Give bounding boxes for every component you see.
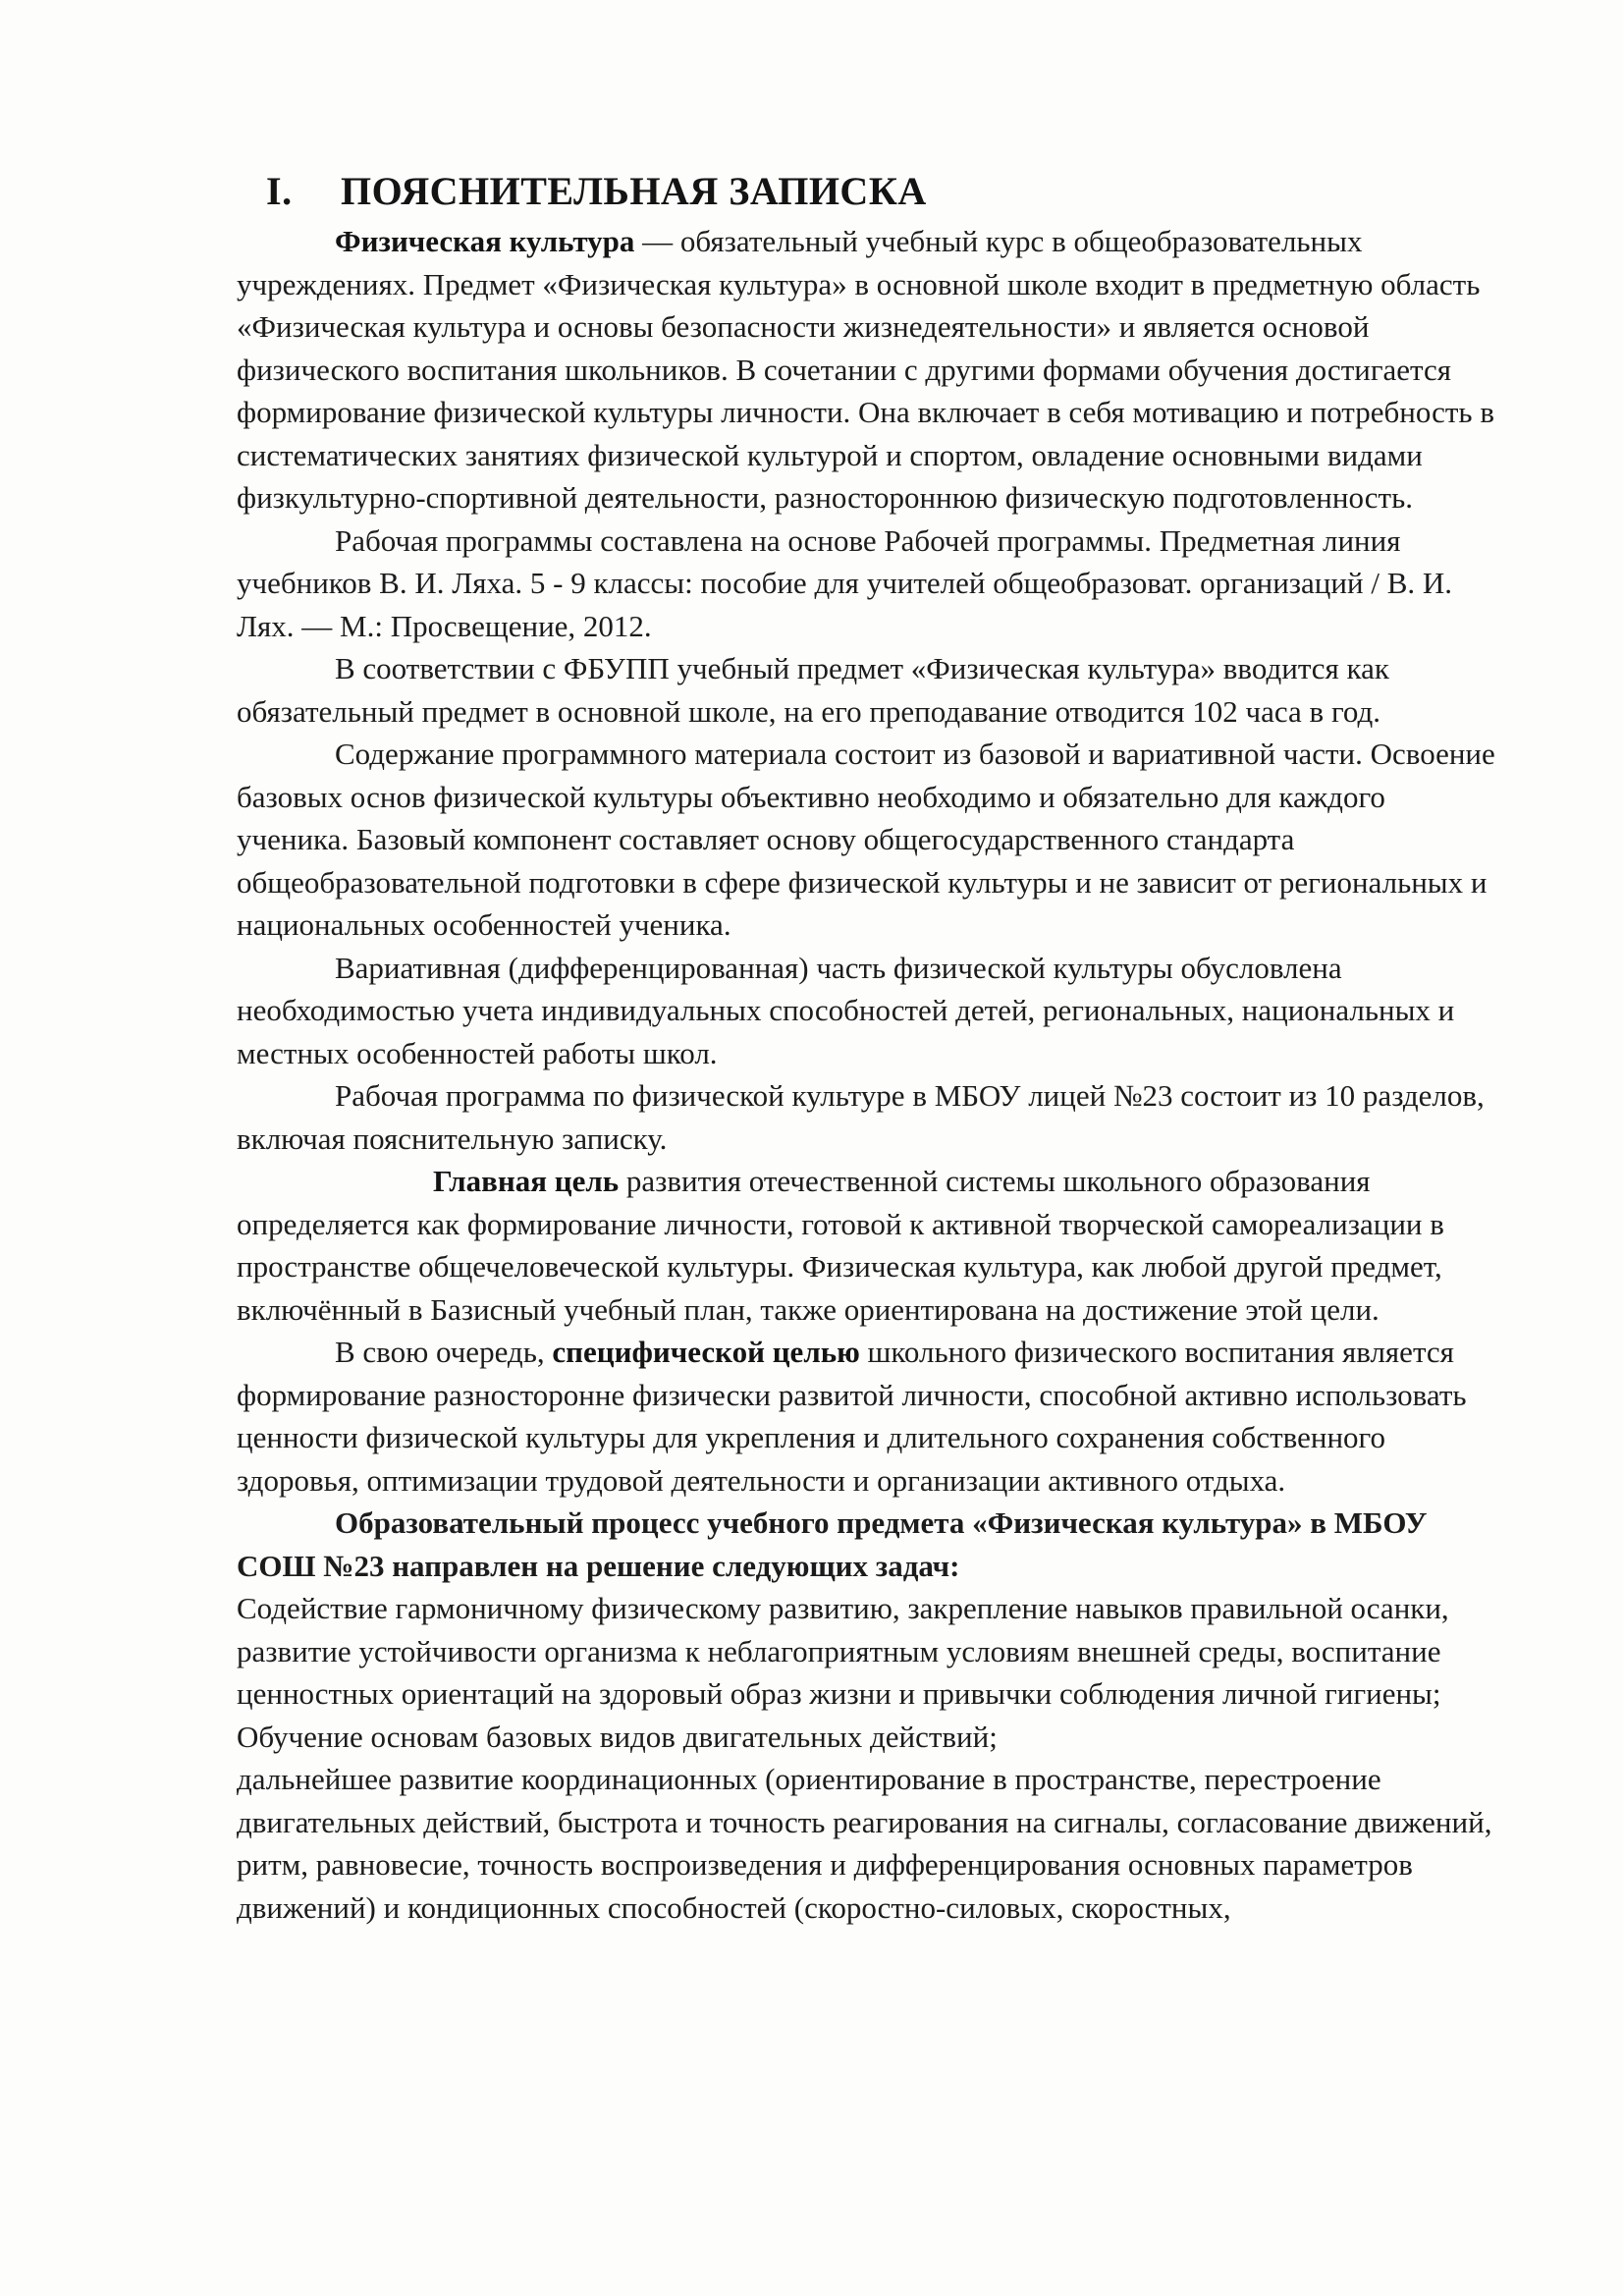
section-title: ПОЯСНИТЕЛЬНАЯ ЗАПИСКА (341, 169, 927, 213)
task-item: дальнейшее развитие координационных (ориентирование в пространстве, перестроение двигательных действий, быстрота и точность реагирования на сигналы, согласование движений, ритм, равновесие, точность воспроизведения и дифференцирования основных параметров движений) и кондиционных способностей (скоростно-силовых, скоростных, (237, 1762, 1492, 1925)
paragraph-main-goal (237, 1160, 1503, 1331)
task-item: Обучение основам базовых видов двигательных действий; (237, 1719, 998, 1754)
term-main-goal: Главная цель (433, 1164, 620, 1198)
section-number: I. (266, 169, 293, 213)
section-heading (237, 167, 1503, 216)
paragraph-intro (237, 220, 1503, 519)
term-physical-culture: Физическая культура (335, 224, 635, 258)
paragraph-hours: В соответствии с ФБУПП учебный предмет «Физическая культура» вводится как обязательный предмет в основной школе, на его преподавание отводится 102 часа в год. (237, 651, 1389, 729)
paragraph-specific-goal (237, 1331, 1503, 1502)
paragraph-specific-goal-text: школьного физического воспитания является формирование разносторонне физически развитой личности, способной активно использовать ценности физической культуры для укрепления и длительного сохранения собственного здоровья, оптимизации трудовой деятельности и организации активного отдыха. (237, 1335, 1467, 1498)
paragraph-intro-text: — обязательный учебный курс в общеобразовательных учреждениях. Предмет «Физическая культура» в основной школе входит в предметную область «Физическая культура и основы безопасности жизнедеятельности» и является основой физического воспитания школьников. В сочетании с другими формами обучения достигается формирование физической культуры личности. Она включает в себя мотивацию и потребность в систематических занятиях физической культурой и спортом, овладение основными видами физкультурно-спортивной деятельности, разностороннюю физическую подготовленность. (237, 224, 1494, 515)
paragraph-sections: Рабочая программа по физической культуре в МБОУ лицей №23 состоит из 10 разделов, включая пояснительную записку. (237, 1078, 1485, 1156)
document-body (237, 167, 1503, 1929)
paragraph-program-basis: Рабочая программы составлена на основе Рабочей программы. Предметная линия учебников В. И. Ляха. 5 - 9 классы: пособие для учителей общеобразоват. организаций / В. И. Лях. — М.: Просвещение, 2012. (237, 522, 1453, 643)
task-item: Содействие гармоничному физическому развитию, закрепление навыков правильной осанки, развитие устойчивости организма к неблагоприятным условиям внешней среды, воспитание ценностных ориентаций на здоровый образ жизни и привычки соблюдения личной гигиены; (237, 1591, 1449, 1711)
paragraph-specific-goal-lead: В свою очередь, (335, 1335, 553, 1369)
paragraph-main-goal-text: развития отечественной системы школьного образования определяется как формирование личности, готовой к активной творческой самореализации в пространстве общечеловеческой культуры. Физическая культура, как любой другой предмет, включённый в Базисный учебный план, также ориентирована на достижение этой цели. (237, 1164, 1444, 1327)
paragraph-tasks-heading: Образовательный процесс учебного предмета «Физическая культура» в МБОУ СОШ №23 направлен на решение следующих задач: (237, 1505, 1428, 1583)
paragraph-content-structure: Содержание программного материала состоит из базовой и вариативной части. Освоение базовых основ физической культуры объективно необходимо и обязательно для каждого ученика. Базовый компонент составляет основу общегосударственного стандарта общеобразовательной подготовки в сфере физической культуры и не зависит от региональных и национальных особенностей ученика. (237, 737, 1495, 942)
paragraph-variative-part: Вариативная (дифференцированная) часть физической культуры обусловлена необходимостью учета индивидуальных способностей детей, региональных, национальных и местных особенностей работы школ. (237, 950, 1455, 1070)
term-specific-goal: специфической целью (552, 1335, 860, 1369)
